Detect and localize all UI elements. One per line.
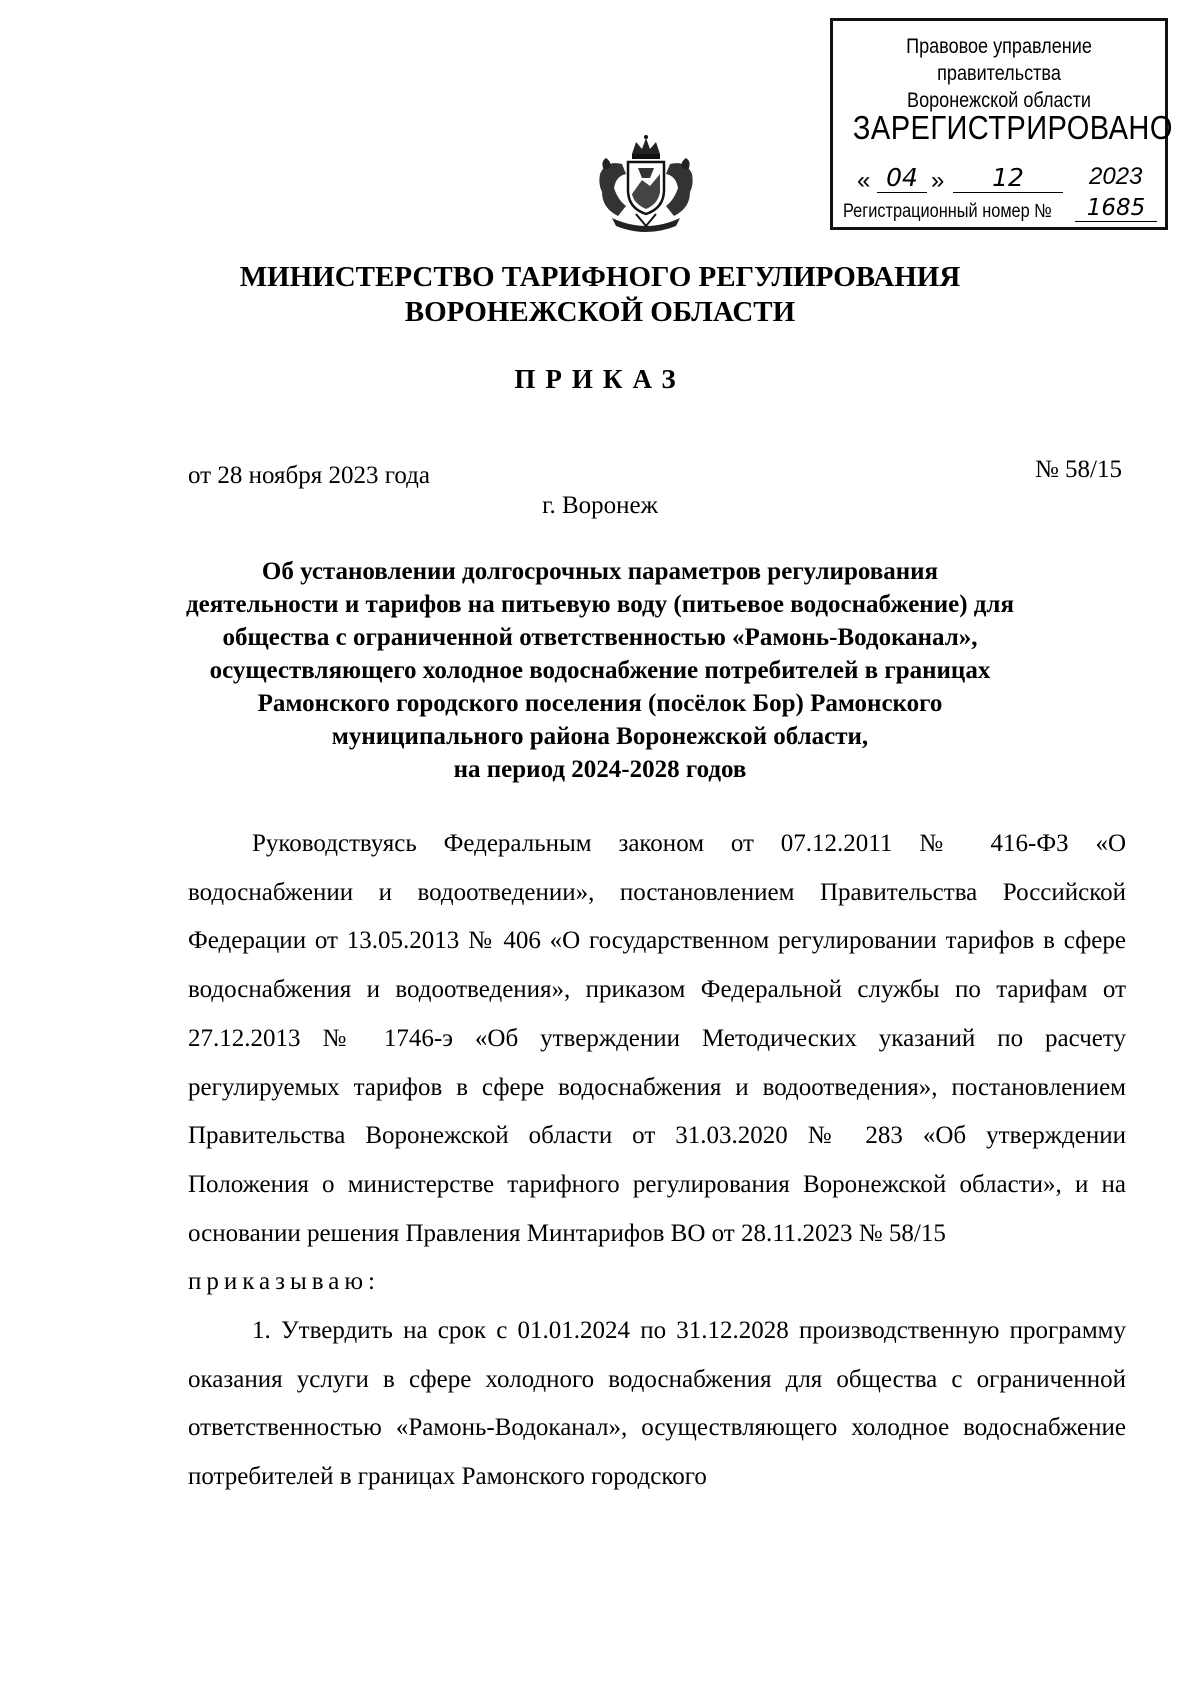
- subject-line: деятельности и тарифов на питьевую воду (питьевое водоснабжение) для: [186, 591, 1014, 618]
- document-number: № 58/15: [1034, 456, 1122, 483]
- order-word: приказываю:: [188, 1268, 380, 1296]
- stamp-date-month: 12: [953, 163, 1063, 193]
- stamp-org-line2: Воронежской области: [907, 89, 1091, 112]
- document-city: г. Воронеж: [542, 492, 658, 519]
- stamp-date-year: 2023: [1089, 163, 1143, 190]
- subject-line: осуществляющего холодное водоснабжение потребителей в границах: [209, 657, 991, 684]
- subject-line: муниципального района Воронежской области,: [331, 723, 869, 750]
- stamp-registered-label: ЗАРЕГИСТРИРОВАНО: [852, 109, 1173, 146]
- stamp-date-day: 04: [877, 163, 927, 193]
- ministry-title-line1: МИНИСТЕРСТВО ТАРИФНОГО РЕГУЛИРОВАНИЯ: [239, 261, 961, 293]
- preamble-paragraph: Руководствуясь Федеральным законом от 07.12.2011 № 416-ФЗ «О водоснабжении и водоотведении», постановлением Правительства Российской Федерации от 13.05.2013 № 406 «О государственном регулировании тарифов в сфере водоснабжения и водоотведения», приказом Федеральной службы по тарифам от 27.12.2013 № 1746-э «Об утверждении Методических указаний по расчету регулируемых тарифов в сфере водоснабжения и водоотведения», постановлением Правительства Воронежской области от 31.03.2020 № 283 «Об утверждении Положения о министерстве тарифного регулирования Воронежской области», и на основании решения Правления Минтарифов ВО от 28.11.2023 № 58/15: [188, 830, 1126, 1247]
- stamp-organization: [856, 33, 1142, 114]
- stamp-reg-number: [843, 195, 1155, 223]
- document-subject: [160, 555, 1040, 786]
- subject-line: Об установлении долгосрочных параметров регулирования: [261, 558, 939, 585]
- stamp-reg-number-label: Регистрационный номер №: [843, 201, 1052, 222]
- stamp-date-quote-close: »: [931, 167, 945, 194]
- document-type: ПРИКАЗ: [514, 364, 686, 394]
- ministry-title: [120, 260, 1080, 330]
- document-body: [188, 820, 1126, 1502]
- subject-line: на период 2024-2028 годов: [453, 756, 747, 783]
- stamp-org-line1: Правовое управление правительства: [906, 35, 1092, 85]
- point-1-paragraph: 1. Утвердить на срок с 01.01.2024 по 31.12.2028 производственную программу оказания услуги в сфере холодного водоснабжения для общества с ограниченной ответственностью «Рамонь-Водоканал», осуществляющего холодное водоснабжение потребителей в границах Рамонского городского: [188, 1317, 1126, 1491]
- stamp-reg-number-value: 1685: [1075, 195, 1157, 222]
- document-date: от 28 ноября 2023 года: [188, 462, 430, 489]
- subject-line: общества с ограниченной ответственностью «Рамонь-Водоканал»,: [222, 624, 978, 651]
- stamp-date: [857, 163, 1153, 197]
- coat-of-arms-icon: [592, 134, 700, 234]
- ministry-title-line2: ВОРОНЕЖСКОЙ ОБЛАСТИ: [404, 296, 796, 328]
- stamp-date-quote-open: «: [857, 167, 871, 194]
- subject-line: Рамонского городского поселения (посёлок Бор) Рамонского: [257, 690, 943, 717]
- registration-stamp: [830, 18, 1173, 230]
